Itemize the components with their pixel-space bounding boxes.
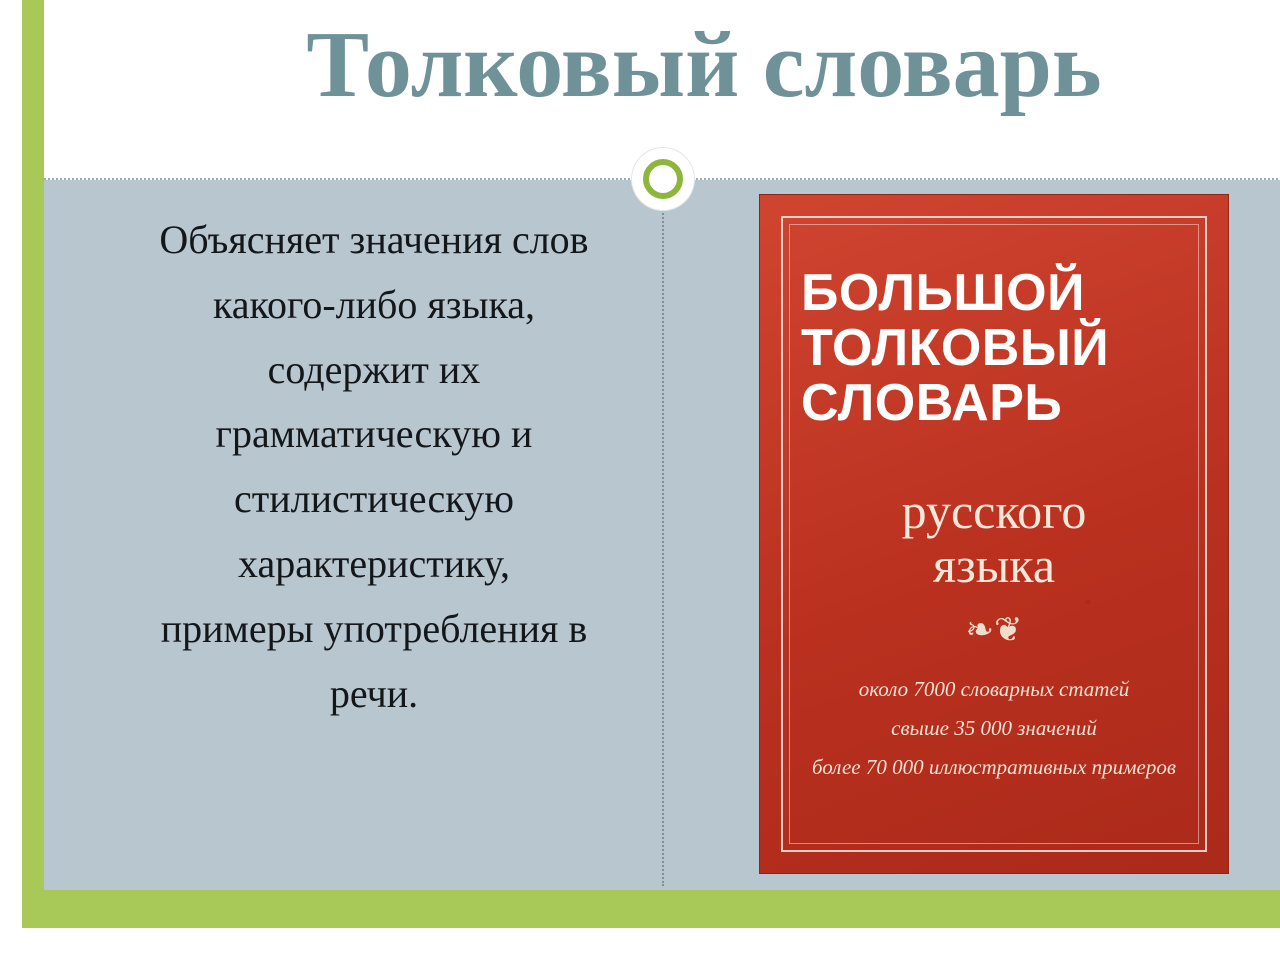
definition-line: содержит их (267, 346, 481, 392)
definition-line: характеристику, (237, 540, 511, 586)
definition-line: речи. (329, 670, 419, 716)
book-title (801, 266, 1187, 431)
book-cover-notes (783, 670, 1205, 787)
definition-text (84, 208, 664, 726)
book-note-line: около 7000 словарных статей (858, 677, 1130, 701)
book-note-line: свыше 35 000 значений (891, 715, 1097, 740)
bottom-white-strip (22, 928, 1280, 960)
vertical-dotted-divider (662, 186, 664, 886)
definition-line: примеры употребления в (160, 605, 588, 651)
book-subtitle-line: русского (901, 483, 1087, 539)
bottom-accent-band (44, 890, 1280, 928)
page-title: Толковый словарь (306, 13, 1102, 117)
book-title-line: ТОЛКОВЫЙ (801, 319, 1110, 378)
circle-ring (643, 159, 683, 199)
book-subtitle (801, 484, 1187, 592)
left-accent-bar (22, 0, 44, 960)
definition-line: грамматическую и (215, 411, 533, 457)
book-title-line: БОЛЬШОЙ (801, 264, 1085, 322)
definition-line: стилистическую (233, 476, 515, 522)
book-cover-image (759, 194, 1229, 874)
book-note-line: более 70 000 иллюстративных примеров (812, 754, 1176, 779)
definition-line: какого-либо языка, (212, 281, 536, 327)
circle-ornament-icon (632, 148, 694, 210)
flourish-ornament-icon: ❧❦ (965, 612, 1023, 649)
book-title-line: СЛОВАРЬ (801, 374, 1063, 433)
book-subtitle-line: языка (932, 537, 1056, 593)
definition-line: Объясняет значения слов (159, 217, 589, 262)
